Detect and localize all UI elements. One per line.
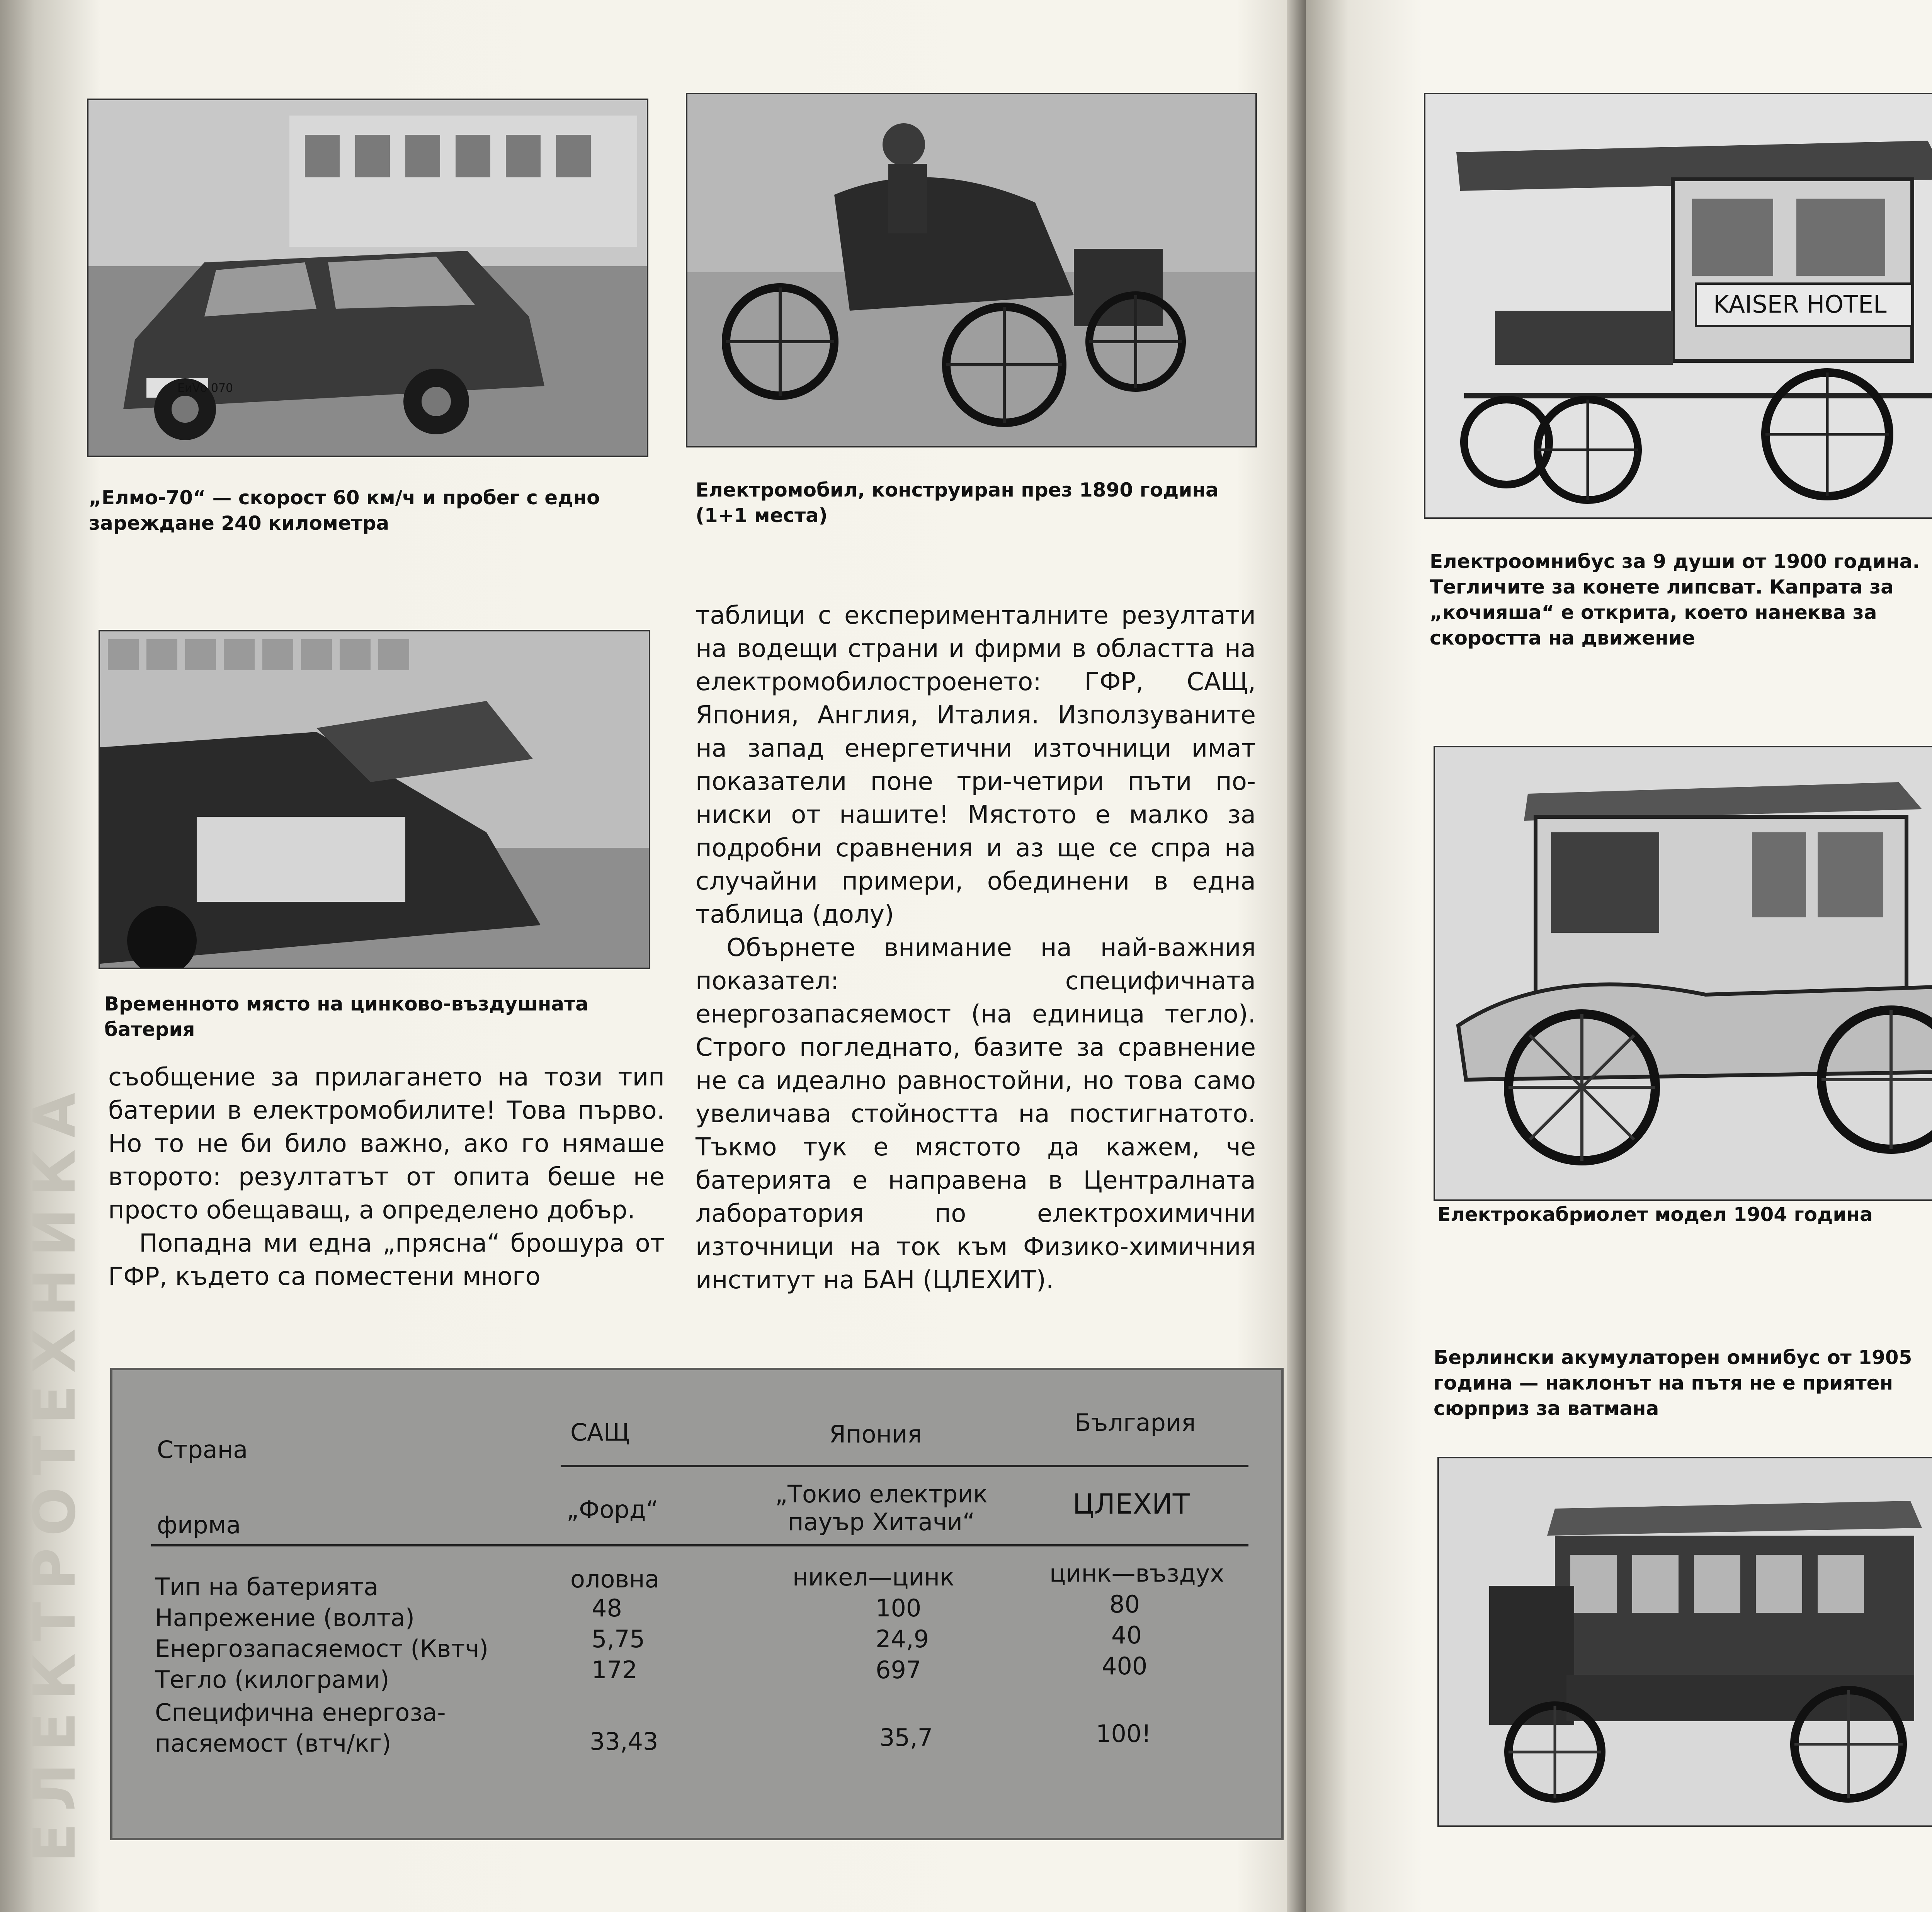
right-page xyxy=(1306,0,1932,1912)
table-row-label: Тип на батерията xyxy=(155,1573,379,1601)
table-cell-usa: 172 xyxy=(592,1656,638,1684)
table-firm-usa: „Форд“ xyxy=(566,1495,658,1524)
table-cell-usa: 48 xyxy=(592,1594,622,1622)
paragraph: съобщение за прилагането на този тип батерии в електромобилите! Това първо. Но то не би било важно, ако го нямаше второто: резултатът от опита беше не просто обещаващ, а определено добър. xyxy=(108,1063,665,1225)
table-row-label: Тегло (килограми) xyxy=(155,1665,389,1694)
table-cell-japan: 100 xyxy=(876,1594,922,1622)
paragraph: Обърнете внимание на най-важния показател: специфичната енергозапасяемост (на единица тегло). Строго погледнато, базите за сравнение не са идеално равностойни, но това само увеличава стойността на постигнатото. Тъкмо тук е мястото да кажем, че батерията е направена в Централната лаборатория по електрохимични източници на ток към Физико-химичния институт на БАН (ЦЛЕХИТ). xyxy=(696,934,1256,1295)
table-row-label: Напрежение (волта) xyxy=(155,1604,415,1632)
battery-comparison-table xyxy=(110,1368,1284,1840)
table-header-firm: фирма xyxy=(157,1511,241,1539)
table-country-bulgaria: България xyxy=(1075,1408,1196,1437)
caption-battery-placement: Временното място на цинково-въздушната батерия xyxy=(104,993,588,1041)
table-row-label: Специфична енергоза- xyxy=(155,1698,446,1727)
photo-electro-omnibus-1900 xyxy=(1424,93,1932,519)
table-country-japan: Япония xyxy=(829,1420,922,1448)
caption-elmo-70: „Елмо-70“ — скорост 60 км/ч и пробег с едно зареждане 240 километра xyxy=(89,487,600,534)
paragraph: таблици с експерименталните резултати на водещи страни и фирми в областта на електромобилостроенето: ГФР, САЩ, Япония, Англия, Италия. Използуваните на запад енергетични източници имат показатели поне три-четири пъти по-ниски от нашите! Мястото е малко за подробни сравнения и аз ще се спра на случайни примери, обединени в една таблица (долу) xyxy=(696,601,1256,929)
photo-elmo-70-car xyxy=(87,99,648,457)
table-cell-usa: 33,43 xyxy=(590,1727,658,1756)
caption-electromobile-1890: Електромобил, конструиран през 1890 година (1+1 места) xyxy=(696,479,1219,527)
caption-electro-cabriolet-1904: Електрокабриолет модел 1904 година xyxy=(1437,1203,1873,1226)
table-cell-usa: 5,75 xyxy=(592,1625,645,1653)
photo-battery-in-trunk xyxy=(99,630,650,969)
table-cell-bulgaria: 400 xyxy=(1102,1652,1148,1680)
table-rule xyxy=(561,1465,1248,1467)
paragraph: Попадна ми една „прясна“ брошура от ГФР, където са поместени много xyxy=(108,1229,665,1291)
table-cell-japan: 24,9 xyxy=(876,1625,929,1653)
caption-electro-omnibus-1900: Електроомнибус за 9 души от 1900 година. Тегличите за конете липсват. Капрата за „кочияша“ е открита, което нанеква за скоростта на движение xyxy=(1430,550,1920,649)
photo-electromobile-1890 xyxy=(686,93,1257,447)
caption-berlin-omnibus-1905: Берлински акумулаторен омнибус от 1905 година — наклонът на пътя не е приятен сюрприз за ватмана xyxy=(1434,1346,1912,1420)
article-column-1 xyxy=(108,1061,665,1293)
table-cell-bulgaria: 80 xyxy=(1109,1590,1140,1618)
table-cell-japan: 697 xyxy=(876,1656,922,1684)
table-country-usa: САЩ xyxy=(570,1418,630,1446)
photo-berlin-omnibus-1905 xyxy=(1437,1457,1932,1827)
table-row-label: пасяемост (втч/кг) xyxy=(155,1729,391,1757)
table-firm-bulgaria: ЦЛЕХИТ xyxy=(1073,1488,1190,1520)
table-cell-bulgaria: цинк—въздух xyxy=(1049,1559,1225,1587)
license-plate-text: EиVо 070 xyxy=(177,381,233,395)
table-row-label: Енергозапасяемост (Квтч) xyxy=(155,1635,489,1663)
table-cell-usa: оловна xyxy=(570,1565,660,1593)
table-rule xyxy=(151,1544,1248,1546)
table-cell-bulgaria: 100! xyxy=(1096,1720,1151,1748)
table-header-country: Страна xyxy=(157,1436,248,1464)
ghost-bleed-text: ЕЛЕКТРОТЕХНИКА xyxy=(21,1081,88,1863)
table-firm-japan: „Токио електрик пауър Хитачи“ xyxy=(775,1480,988,1536)
table-cell-japan: 35,7 xyxy=(879,1723,933,1752)
kaiser-hotel-sign: KAISER HOTEL xyxy=(1713,290,1887,318)
table-cell-japan: никел—цинк xyxy=(793,1563,954,1591)
article-column-2 xyxy=(696,599,1256,1297)
photo-electro-cabriolet-1904 xyxy=(1434,746,1932,1201)
table-cell-bulgaria: 40 xyxy=(1111,1621,1142,1649)
